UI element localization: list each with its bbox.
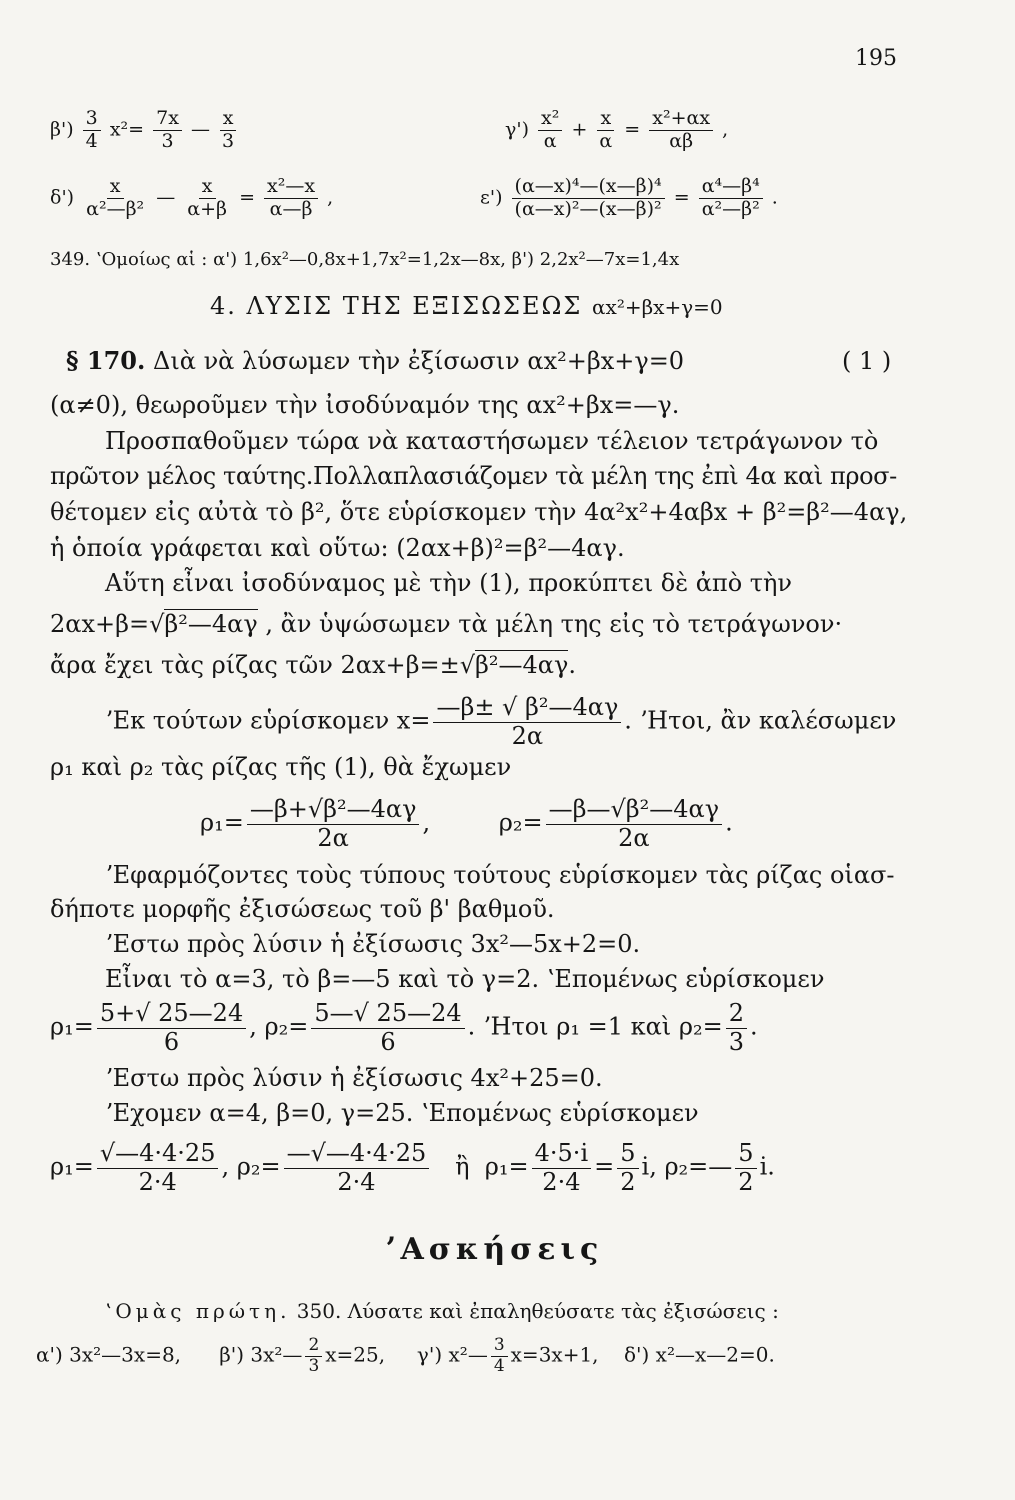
example-1-line-2: Εἶναι τὸ α=3, τὸ β=—5 καὶ τὸ γ=2. ʽΕπομένως εὑρίσκομεν xyxy=(105,965,825,993)
para-170-line-5: θέτομεν εἰς αὐτὰ τὸ β², ὅτε εὑρίσκομεν τὴν 4α²x²+4αβx + β²=β²—4αγ, xyxy=(50,498,908,526)
para-170-line-3: Προσπαθοῦμεν τώρα νὰ καταστήσωμεν τέλειον τετράγωνον τὸ xyxy=(105,427,879,455)
exercise-d: δ') $\frac{x}{\text{α²—β²}}$ — $\frac{x}{\alpha+\beta}$ = $\frac{\text{x²—x}}{\alpha—\beta}$ , xyxy=(50,175,334,220)
example-2-line-1: ʼΕστω πρὸς λύσιν ἡ ἐξίσωσις 4x²+25=0. xyxy=(105,1064,603,1092)
section-heading: 4. ΛΥΣΙΣ ΤΗΣ ΕΞΙΣΩΣΕΩΣ αx²+βx+γ=0 xyxy=(210,292,723,320)
exercise-b: β') $\frac{3}{4}$ x²= $\frac{7x}{3}$ — $\frac{x}{3}$ xyxy=(50,108,240,153)
roots-formula: ρ₁= $\frac{\text{—β+√β²—4αγ}}{2\alpha}$ , ρ₂= $\frac{\text{—β—√β²—4αγ}}{2\alpha}$ . xyxy=(200,795,733,852)
example-1-roots: ρ₁= $\frac{5+√ 25—24}{6}$ , ρ₂= $\frac{5—√ 25—24}{6}$ . ʼΗτοι ρ₁ =1 καὶ ρ₂= $\frac{2}{3}$ . xyxy=(50,999,758,1056)
para-170-line-4: πρῶτον μέλος ταύτης.Πολλαπλασιάζομεν τὰ μέλη της ἐπὶ 4α καὶ προσ- xyxy=(50,462,897,490)
example-2-roots: ρ₁= $\frac{√—4\cdot 4\cdot 25}{2\cdot 4}$ , ρ₂= $\frac{—√—4\cdot 4\cdot 25}{2\cdot 4}$ ἢ ρ₁= $\frac{4\cdot 5\cdot i}{2\cdot 4}$ = $\frac{5}{2}$ i, ρ₂=— $\frac{5}{2}$ i. xyxy=(50,1139,775,1196)
exercise-349: 349. ʽΟμοίως αἱ : α') 1,6x²—0,8x+1,7x²=1,2x—8x, β') 2,2x²—7x=1,4x xyxy=(50,249,680,270)
para-170-line-8: 2αx+β=√β²—4αγ , ἂν ὑψώσωμεν τὰ μέλη της εἰς τὸ τετράγωνον· xyxy=(50,610,843,638)
para-170-line-10: ʼΕκ τούτων εὑρίσκομεν x= $\frac{\text{—β± √ β²—4αγ}}{2\alpha}$ . ʼΗτοι, ἂν καλέσωμεν xyxy=(105,693,897,750)
para-170-line-12: ʼΕφαρμόζοντες τοὺς τύπους τούτους εὑρίσκομεν τὰς ρίζας οἱασ- xyxy=(105,861,895,889)
exercise-g: γ') $\frac{\text{x²}}{\alpha}$ + $\frac{x}{\alpha}$ = $\frac{\text{x²+αx}}{\alpha\beta}$ , xyxy=(505,107,729,152)
exercises-title: ʼΑσκήσεις xyxy=(385,1232,604,1267)
para-170-line-9: ἄρα ἔχει τὰς ρίζας τῶν 2αx+β=±√β²—4αγ. xyxy=(50,651,576,679)
para-170-line-2: (α≠0), θεωροῦμεν τὴν ἰσοδύναμόν της αx²+βx=—γ. xyxy=(50,391,680,419)
exercise-e: ε') $\frac{\text{(α—x)⁴—(x—β)⁴}}{\text{(α—x)²—(x—β)²}}$ = $\frac{\text{α⁴—β⁴}}{\text{α²—β²}}$ . xyxy=(480,175,778,220)
exercise-350-items: α') 3x²—3x=8, β') 3x²— $\frac{2}{3}$ x=25, γ') x²— $\frac{3}{4}$ x=3x+1, δ') x²—x—2=0. xyxy=(36,1335,775,1376)
example-2-line-2: ʼΕχομεν α=4, β=0, γ=25. ʽΕπομένως εὑρίσκομεν xyxy=(105,1099,699,1127)
para-170-line-11: ρ₁ καὶ ρ₂ τὰς ρίζας τῆς (1), θὰ ἔχωμεν xyxy=(50,753,512,781)
exercise-group-line: ʽΟμὰς πρώτη. 350. Λύσατε καὶ ἐπαληθεύσατε τὰς ἐξισώσεις : xyxy=(105,1299,779,1323)
para-170-line-1: § 170. Διὰ νὰ λύσωμεν τὴν ἐξίσωσιν αx²+βx+γ=0 xyxy=(66,346,685,375)
para-170-line-6: ἡ ὁποία γράφεται καὶ οὕτω: (2αx+β)²=β²—4αγ. xyxy=(50,534,625,562)
example-1-line-1: ʼΕστω πρὸς λύσιν ἡ ἐξίσωσις 3x²—5x+2=0. xyxy=(105,930,641,958)
page-number: 195 xyxy=(855,46,897,71)
para-170-line-13: δήποτε μορφῆς ἐξισώσεως τοῦ β' βαθμοῦ. xyxy=(50,895,555,923)
para-170-line-7: Αὕτη εἶναι ἰσοδύναμος μὲ τὴν (1), προκύπτει δὲ ἀπὸ τὴν xyxy=(105,569,793,597)
equation-number-1: ( 1 ) xyxy=(842,347,892,375)
